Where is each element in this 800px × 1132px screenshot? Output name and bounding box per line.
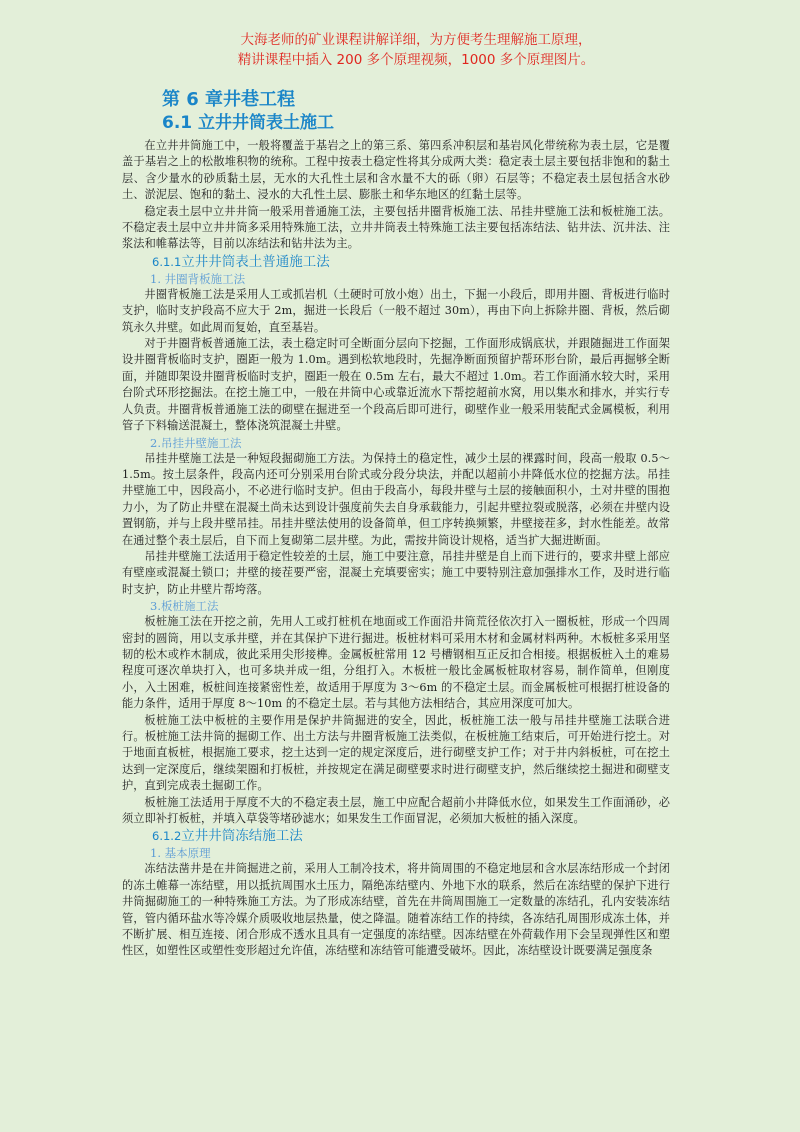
subsection-title: [152, 827, 670, 845]
banner-line-2: 精讲课程中插入 200 多个原理视频，1000 多个原理图片。: [237, 52, 595, 68]
paragraph: 在立井井筒施工中，一般将覆盖于基岩之上的第三系、第四系冲积层和基岩风化带统称为表土层，它是覆盖于基岩之上的松散堆积物的统称。工程中按表土稳定性将其分成两大类：稳定表土层主要包括非饱和的黏土层、含少量水的砂质黏土层，无水的大孔性土层和含水量不大的砾（卵）石层等；不稳定表土层包括含水砂土、淤泥层、饱和的黏土、浸水的大孔性土层、膨胀土和华东地区的红黏土层等。: [122, 139, 670, 202]
paragraph: 板桩施工法在开挖之前，先用人工或打桩机在地面或工作面沿井筒荒径依次打入一圈板桩，形成一个四周密封的圆筒，用以支承井壁，并在其保护下进行掘进。板桩材料可采用木材和金属材料两种。木板桩多采用坚韧的松木或柞木制成，彼此采用尖形接榫。金属板桩常用 12 号槽钢相互正反扣合相接。根据板桩入土的难易程度可逐次单块打入，也可多块并成一组，分组打入。木板桩一般比金属板桩取材容易，制作简单，但刚度小，入土困难，板桩间连接紧密性差，故适用于厚度为 3～6m 的不稳定土层。而金属板桩可根据打桩设备的能力条件，适用于厚度 8～10m 的不稳定土层。若与其他方法相结合，其应用深度可加大。: [122, 615, 670, 711]
subsection-number: 6.1.1: [152, 254, 182, 269]
subsection-number: 6.1.2: [152, 829, 182, 844]
heading: 2.吊挂井壁施工法: [150, 435, 242, 450]
paragraph: 板桩施工法适用于厚度不大的不稳定表土层，施工中应配合超前小井降低水位，如果发生工作面涌砂，必须立即补打板桩，并填入草袋等堵砂滤水；如果发生工作面冒泥，必须加大板桩的插入深度。: [122, 795, 670, 826]
heading: 1. 基本原理: [150, 846, 211, 861]
promo-banner: [162, 30, 670, 70]
heading: 1. 井圈背板施工法: [150, 271, 246, 286]
paragraph: 吊挂井壁施工法是一种短段掘砌施工方法。为保持土的稳定性，减少土层的裸露时间，段高一般取 0.5～1.5m。按土层条件，段高内还可分别采用台阶式或分段分块法，并配以超前小井降低水位的挖掘方法。吊挂井壁施工中，因段高小，不必进行临时支护。但由于段高小，每段井壁与土层的接触面积小，土对井壁的围抱力小，为了防止井壁在混凝土尚未达到设计强度前失去自身承载能力，引起井壁拉裂或脱落，必须在井壁内设置钢筋，并与上段井壁吊挂。吊挂井壁法使用的设备简单，但工序转换频繁，井壁接茬多，封水性能差。故常在通过整个表土层后，自下而上复砌第二层井壁。为此，需按井筒设计规格，适当扩大掘进断面。: [122, 451, 670, 547]
chapter-title: 第 6 章井巷工程: [162, 89, 296, 110]
paragraph: 板桩施工法中板桩的主要作用是保护井筒掘进的安全，因此，板桩施工法一般与吊挂井壁施工法联合进行。板桩施工法井筒的掘砌工作、出土方法与井圈背板施工法类似，在板桩施工结束后，可开始进行挖土。对于地面直板桩，根据施工要求，挖土达到一定的规定深度后，进行砌壁支护工作；对于井内斜板桩，可在挖土达到一定深度后，继续架圈和打板桩，并按规定在满足砌壁要求时进行砌壁支护，然后继续挖土掘进和砌壁支护，直到完成表土掘砌工作。: [122, 713, 670, 793]
paragraph: 对于井圈背板普通施工法，表土稳定时可全断面分层向下挖掘，工作面形成锅底状，并跟随掘进工作面架设井圈背板临时支护，圈距一般为 1.0m。遇到松软地段时，先掘净断面预留护帮环形台阶，最后再掘够全断面，并随即架设井圈背板临时支护，圈距一般在 0.5m 左右，最大不超过 1.0m。若工作面涌水较大时，采用台阶式环形挖掘法。在挖土施工中，一般在井筒中心或靠近流水下帮挖超前水窝，用以集水和排水，并实行专人负责。井圈背板普通施工法的砌壁在掘进至一个段高后即可进行，砌壁作业一般采用装配式金属模板，利用管子下料输送混凝土，整体浇筑混凝土井壁。: [122, 337, 670, 433]
heading: 3.板桩施工法: [150, 599, 219, 614]
paragraph: 稳定表土层中立井井筒一般采用普通施工法，主要包括井圈背板施工法、吊挂井壁施工法和板桩施工法。不稳定表土层中立井井筒多采用特殊施工法，立井井筒表土特殊施工法主要包括冻结法、钻井法、沉井法、注浆法和帷幕法等，目前以冻结法和钻井法为主。: [122, 204, 670, 251]
subsection-title: [152, 253, 670, 271]
subsection-title-text: 立井井筒表土普通施工法: [181, 253, 330, 270]
subsection-title-text: 立井井筒冻结施工法: [181, 828, 303, 845]
banner-line-1: 大海老师的矿业课程讲解详细，为方便考生理解施工原理，: [240, 32, 592, 48]
paragraph: 吊挂井壁施工法适用于稳定性较差的土层，施工中要注意，吊挂井壁是自上而下进行的，要求井壁上部应有壁座或混凝土锁口；井壁的接茬要严密，混凝土充填要密实；施工中要特别注意加强排水工作，及时进行临时支护，防止井壁片帮垮落。: [122, 549, 670, 596]
paragraph: 冻结法凿井是在井筒掘进之前，采用人工制冷技术，将井筒周围的不稳定地层和含水层冻结形成一个封闭的冻土帷幕一冻结壁，用以抵抗周围水土压力，隔绝冻结壁内、外地下水的联系，然后在冻结壁的保护下进行井筒掘砌施工的一种特殊施工方法。为了形成冻结壁，首先在井筒周围施工一定数量的冻结孔，孔内安装冻结管，管内循环盐水等冷媒介质吸收地层热量，使之降温。随着冻结工作的持续，各冻结孔周围形成冻土体，并不断扩展、相互连接、闭合形成不透水且具有一定强度的冻结壁。因冻结壁在外荷载作用下会呈现弹性区和塑性区，如塑性区或塑性变形超过允许值，冻结壁和冻结管可能遭受破坏。因此，冻结壁设计既要满足强度条: [122, 862, 670, 958]
paragraph: 井圈背板施工法是采用人工或抓岩机（土硬时可放小炮）出土，下掘一小段后，即用井圈、背板进行临时支护，临时支护段高不应大于 2m，掘进一长段后（一般不超过 30m），再由下向上拆除井圈、背板，然后砌筑永久井壁。如此周而复始，直至基岩。: [122, 287, 670, 334]
section-title: 6.1 立井井筒表土施工: [162, 113, 335, 133]
